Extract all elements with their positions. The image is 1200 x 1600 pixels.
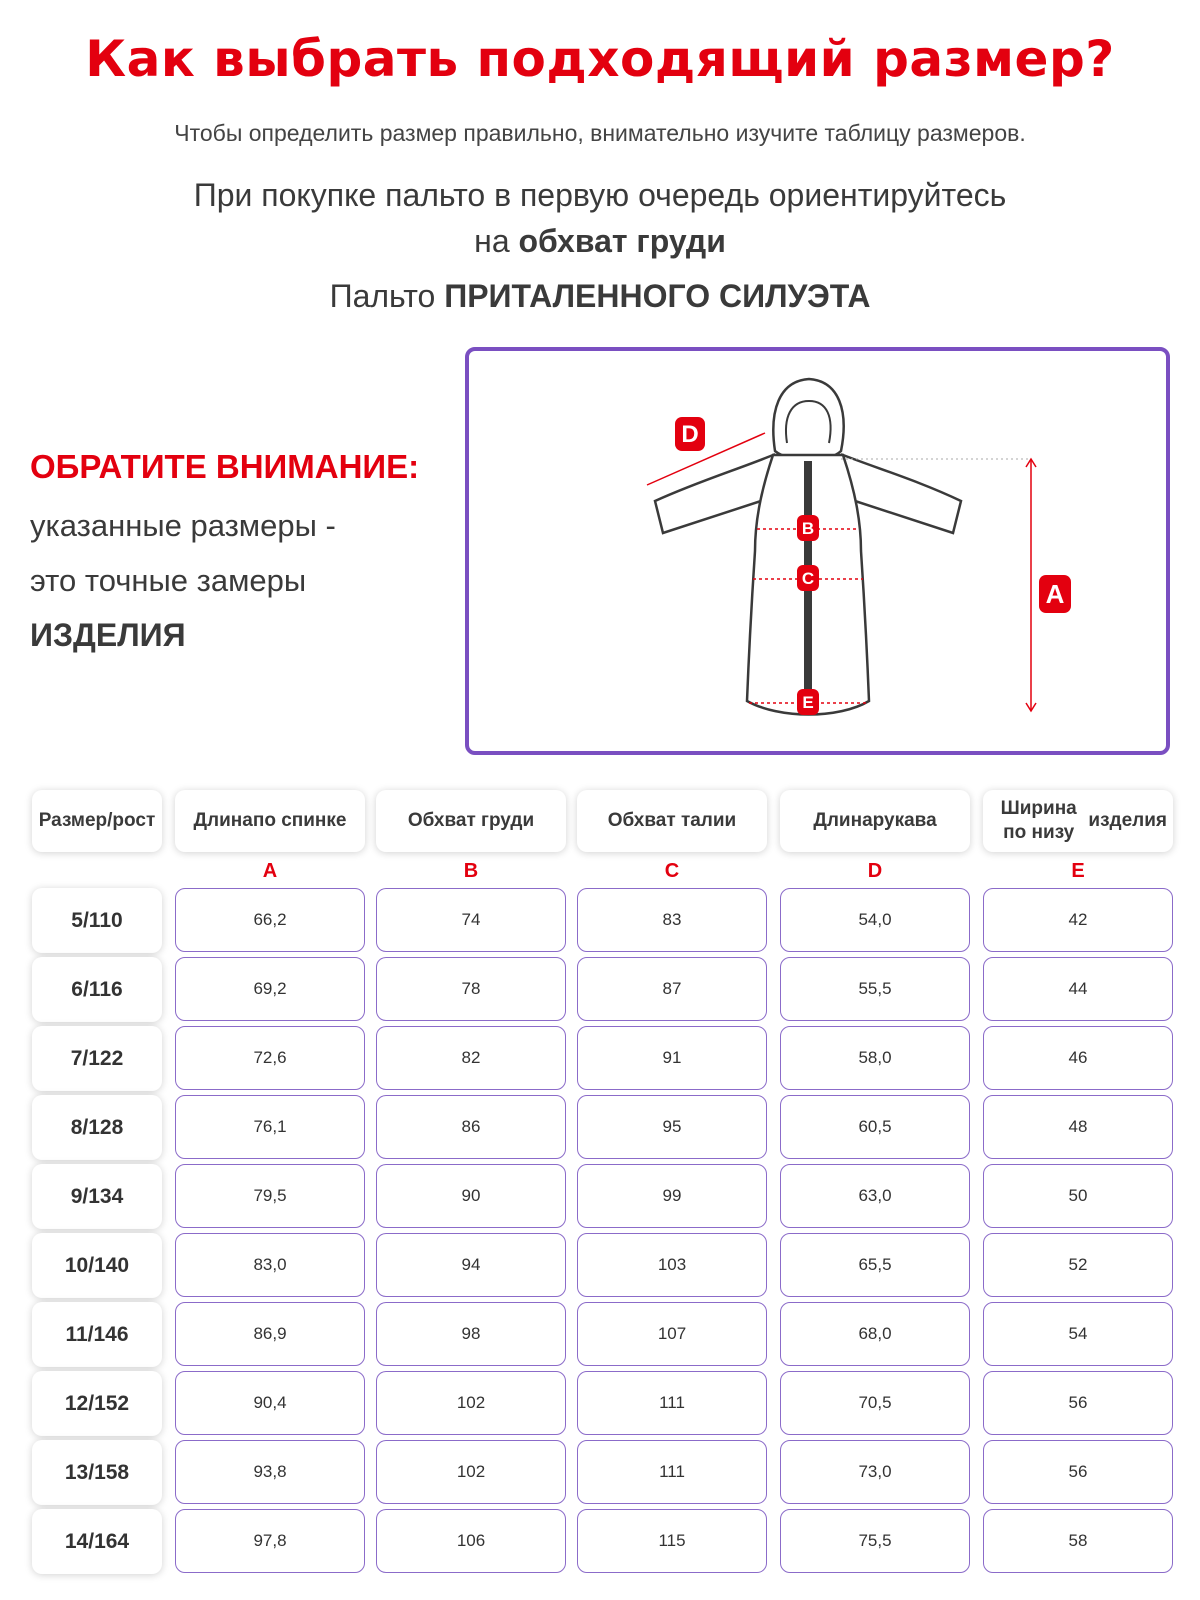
value-cell: 74 [376, 888, 566, 952]
size-cell: 12/152 [32, 1371, 162, 1436]
attention-line-2: это точные замеры [30, 563, 307, 598]
value-cell: 73,0 [780, 1440, 970, 1504]
header-size-line2: рост [112, 810, 156, 831]
header-sleeve-line2: рукава [872, 810, 937, 831]
value-cell: 103 [577, 1233, 767, 1297]
coat-left-sleeve [655, 455, 773, 533]
value-cell: 115 [577, 1509, 767, 1573]
value-cell: 76,1 [175, 1095, 365, 1159]
value-cell: 86 [376, 1095, 566, 1159]
value-cell: 72,6 [175, 1026, 365, 1090]
header-size-line1: Размер/ [38, 810, 113, 831]
attention-strong: ИЗДЕЛИЯ [30, 617, 186, 653]
header-back-length [175, 790, 365, 852]
value-cell: 52 [983, 1233, 1173, 1297]
value-cell: 90 [376, 1164, 566, 1228]
coat-diagram [465, 347, 1170, 755]
attention-line-1: указанные размеры - [30, 508, 336, 543]
label-d-badge [675, 417, 705, 451]
size-cell: 13/158 [32, 1440, 162, 1505]
value-cell: 111 [577, 1371, 767, 1435]
value-cell: 79,5 [175, 1164, 365, 1228]
page-title: Как выбрать подходящий размер? [85, 30, 1115, 88]
size-cell: 8/128 [32, 1095, 162, 1160]
label-a: A [1045, 579, 1065, 609]
attention-note [30, 448, 450, 663]
value-cell: 78 [376, 957, 566, 1021]
value-cell: 66,2 [175, 888, 365, 952]
silhouette-note [0, 278, 1200, 315]
value-cell: 58 [983, 1509, 1173, 1573]
label-d: D [681, 421, 699, 448]
value-cell: 93,8 [175, 1440, 365, 1504]
value-cell: 54,0 [780, 888, 970, 952]
header-back-length-line1: Длина [193, 810, 253, 831]
value-cell: 65,5 [780, 1233, 970, 1297]
value-cell: 97,8 [175, 1509, 365, 1573]
value-cell: 83,0 [175, 1233, 365, 1297]
value-cell: 94 [376, 1233, 566, 1297]
value-cell: 54 [983, 1302, 1173, 1366]
value-cell: 70,5 [780, 1371, 970, 1435]
value-cell: 106 [376, 1509, 566, 1573]
page-subtitle: Чтобы определить размер правильно, внимательно изучите таблицу размеров. [174, 120, 1026, 146]
header-sleeve [780, 790, 970, 852]
value-cell: 56 [983, 1440, 1173, 1504]
silhouette-bold: ПРИТАЛЕННОГО СИЛУЭТА [444, 278, 871, 314]
value-cell: 75,5 [780, 1509, 970, 1573]
value-cell: 63,0 [780, 1164, 970, 1228]
header-chest-line1: Обхват груди [407, 810, 535, 831]
value-cell: 60,5 [780, 1095, 970, 1159]
size-cell: 10/140 [32, 1233, 162, 1298]
value-cell: 55,5 [780, 957, 970, 1021]
value-cell: 98 [376, 1302, 566, 1366]
value-cell: 50 [983, 1164, 1173, 1228]
size-cell: 7/122 [32, 1026, 162, 1091]
label-e: E [802, 693, 814, 712]
attention-heading: ОБРАТИТЕ ВНИМАНИЕ: [30, 448, 420, 485]
header-hem-width [983, 790, 1173, 852]
size-cell: 6/116 [32, 957, 162, 1022]
column-letter: E [1071, 860, 1085, 882]
value-cell: 99 [577, 1164, 767, 1228]
value-cell: 102 [376, 1371, 566, 1435]
label-b: B [801, 519, 815, 538]
value-cell: 44 [983, 957, 1173, 1021]
silhouette-prefix: Пальто [329, 278, 445, 314]
size-cell: 5/110 [32, 888, 162, 953]
label-c: C [801, 569, 815, 588]
coat-hood [773, 379, 843, 460]
value-cell: 46 [983, 1026, 1173, 1090]
coat-right-sleeve [843, 455, 961, 533]
value-cell: 90,4 [175, 1371, 365, 1435]
header-size [32, 790, 162, 852]
label-c-badge [797, 565, 819, 591]
column-letter: C [664, 860, 680, 882]
value-cell: 48 [983, 1095, 1173, 1159]
value-cell: 83 [577, 888, 767, 952]
value-cell: 102 [376, 1440, 566, 1504]
value-cell: 42 [983, 888, 1173, 952]
value-cell: 111 [577, 1440, 767, 1504]
header-hem-width-line2: изделия [1088, 810, 1167, 831]
chest-advice-line1: При покупке пальто в первую очередь ориентируйтесь [193, 177, 1007, 213]
value-cell: 91 [577, 1026, 767, 1090]
column-letter: A [262, 860, 278, 882]
label-a-badge [1039, 575, 1071, 613]
chest-advice-prefix: на [474, 223, 519, 259]
chest-advice [0, 172, 1200, 264]
value-cell: 87 [577, 957, 767, 1021]
value-cell: 107 [577, 1302, 767, 1366]
size-cell: 9/134 [32, 1164, 162, 1229]
chest-advice-bold: обхват груди [518, 223, 726, 259]
header-back-length-line2: по спинке [252, 810, 347, 831]
header-chest [376, 790, 566, 852]
header-hem-width-line1: Ширина по низу [1000, 798, 1077, 843]
header-sleeve-line1: Длина [813, 810, 873, 831]
value-cell: 86,9 [175, 1302, 365, 1366]
value-cell: 95 [577, 1095, 767, 1159]
size-cell: 14/164 [32, 1509, 162, 1574]
value-cell: 69,2 [175, 957, 365, 1021]
coat-illustration [469, 351, 1166, 751]
label-e-badge [797, 689, 819, 715]
value-cell: 56 [983, 1371, 1173, 1435]
column-letter: D [867, 860, 883, 882]
header-waist [577, 790, 767, 852]
size-cell: 11/146 [32, 1302, 162, 1367]
label-b-badge [797, 515, 819, 541]
value-cell: 82 [376, 1026, 566, 1090]
value-cell: 68,0 [780, 1302, 970, 1366]
header-waist-line1: Обхват талии [607, 810, 737, 831]
value-cell: 58,0 [780, 1026, 970, 1090]
column-letter: B [463, 860, 479, 882]
